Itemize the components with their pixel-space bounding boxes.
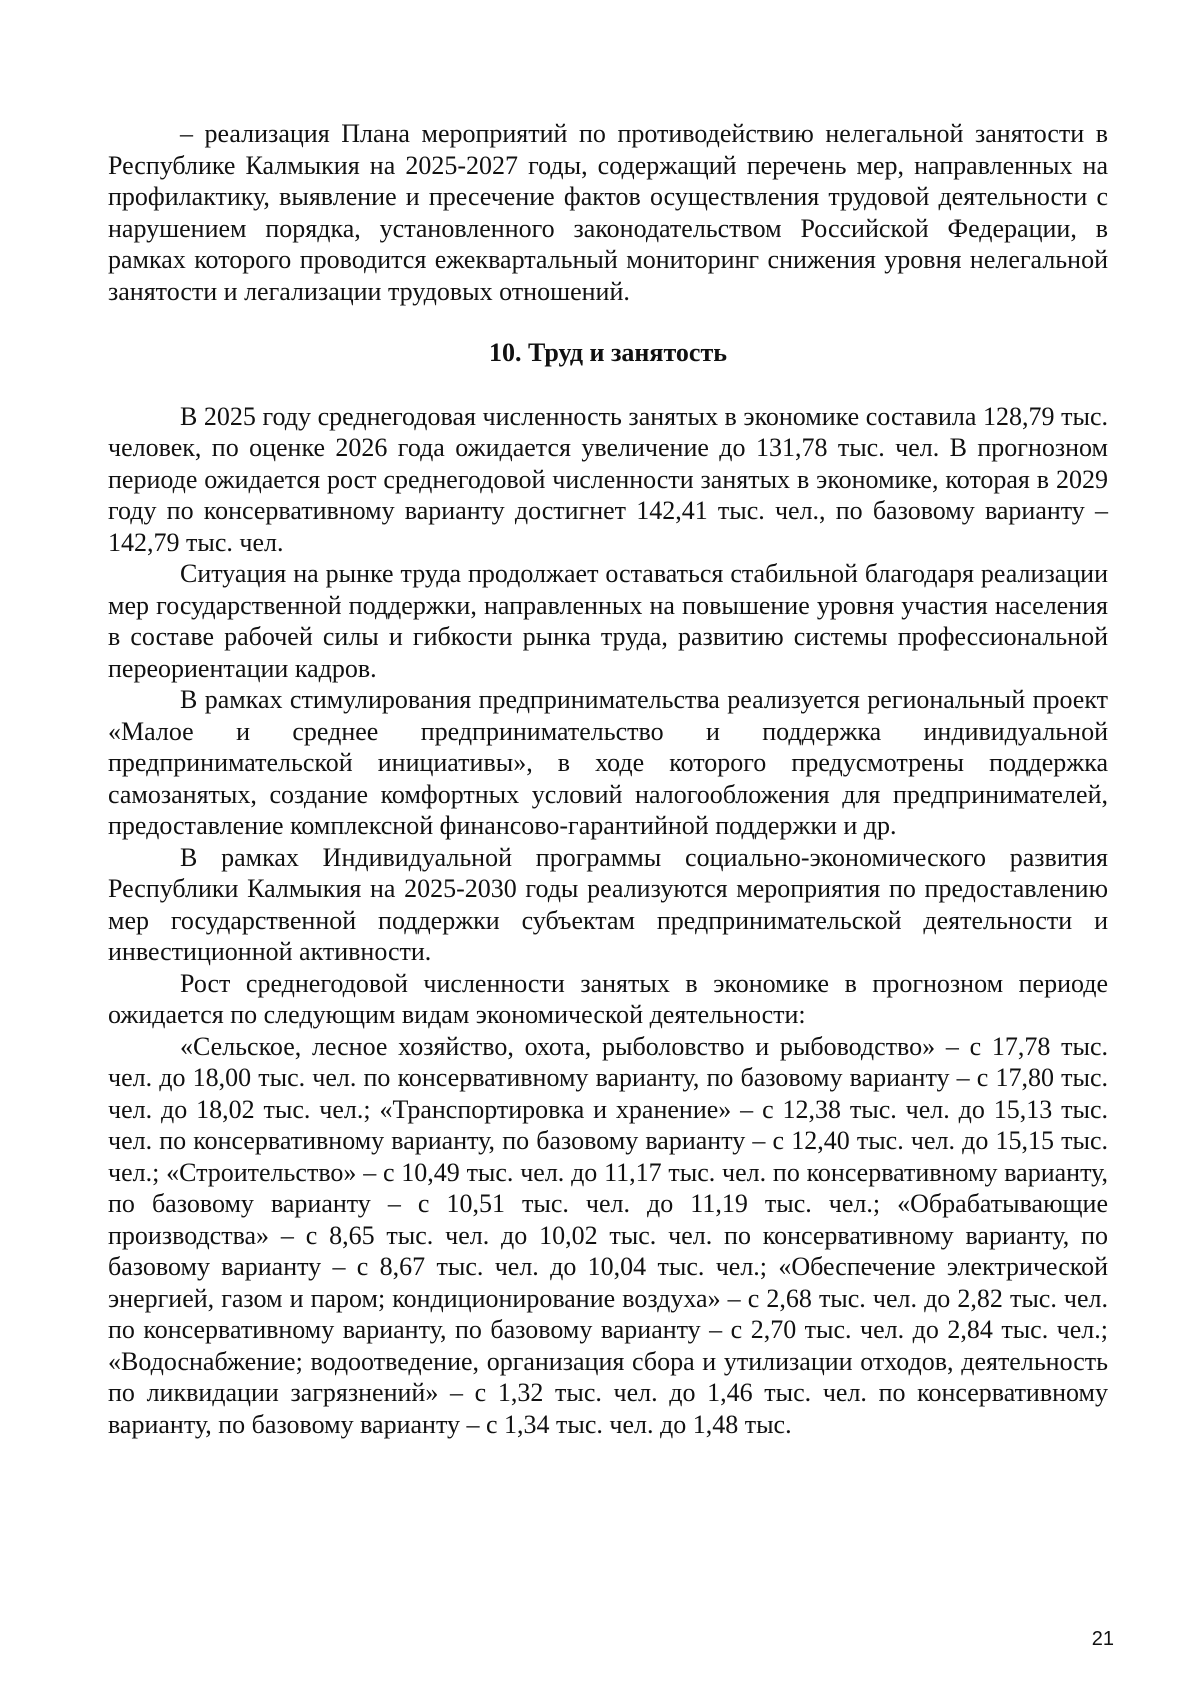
section-heading: 10. Труд и занятость	[489, 338, 727, 367]
intro-paragraph: – реализация Плана мероприятий по противодействию нелегальной занятости в Республике Калмыкия на 2025-2027 годы, содержащий перечень мер, направленных на профилактику, выявление и пресечение фактов осуществления трудовой деятельности с нарушением порядка, установленного законодательством Российской Федерации, в рамках которого проводится ежеквартальный мониторинг снижения уровня нелегальной занятости и легализации трудовых отношений.	[108, 119, 1108, 306]
page-number: 21	[1091, 1628, 1114, 1650]
paragraph-labor-market: Ситуация на рынке труда продолжает оставаться стабильной благодаря реализации мер государственной поддержки, направленных на повышение уровня участия населения в составе рабочей силы и гибкости рынка труда, развитию системы профессиональной переориентации кадров.	[108, 559, 1108, 683]
document-page	[108, 118, 1108, 1440]
paragraph-individual-program: В рамках Индивидуальной программы социально-экономического развития Республики Калмыкия на 2025-2030 годы реализуются мероприятия по предоставлению мер государственной поддержки субъектам предпринимательской деятельности и инвестиционной активности.	[108, 842, 1108, 966]
paragraph-growth-by-sector: «Сельское, лесное хозяйство, охота, рыболовство и рыбоводство» – с 17,78 тыс. чел. до 18,00 тыс. чел. по консервативному варианту, по базовому варианту – с 17,80 тыс. чел. до 18,02 тыс. чел.; «Транспортировка и хранение» – с 12,38 тыс. чел. до 15,13 тыс. чел. по консервативному варианту, по базовому варианту – с 12,40 тыс. чел. до 15,15 тыс. чел.; «Строительство» – с 10,49 тыс. чел. до 11,17 тыс. чел. по консервативному варианту, по базовому варианту – с 10,51 тыс. чел. до 11,19 тыс. чел.; «Обрабатывающие производства» – с 8,65 тыс. чел. до 10,02 тыс. чел. по консервативному варианту, по базовому варианту – с 8,67 тыс. чел. до 10,04 тыс. чел.; «Обеспечение электрической энергией, газом и паром; кондиционирование воздуха» – с 2,68 тыс. чел. до 2,82 тыс. чел. по консервативному варианту, по базовому варианту – с 2,70 тыс. чел. до 2,84 тыс. чел.; «Водоснабжение; водоотведение, организация сбора и утилизации отходов, деятельность по ликвидации загрязнений» – с 1,32 тыс. чел. до 1,46 тыс. чел. по консервативному варианту, по базовому варианту – с 1,34 тыс. чел. до 1,48 тыс.	[108, 1031, 1108, 1439]
paragraph-entrepreneurship-project: В рамках стимулирования предпринимательства реализуется региональный проект «Малое и среднее предпринимательство и поддержка индивидуальной предпринимательской инициативы», в ходе которого предусмотрены поддержка самозанятых, создание комфортных условий налогообложения для предпринимателей, предоставление комплексной финансово-гарантийной поддержки и др.	[108, 685, 1108, 840]
paragraph-employment-total: В 2025 году среднегодовая численность занятых в экономике составила 128,79 тыс. человек, по оценке 2026 года ожидается увеличение до 131,78 тыс. чел. В прогнозном периоде ожидается рост среднегодовой численности занятых в экономике, которая в 2029 году по консервативному варианту достигнет 142,41 тыс. чел., по базовому варианту – 142,79 тыс. чел.	[108, 401, 1108, 557]
paragraph-growth-intro: Рост среднегодовой численности занятых в экономике в прогнозном периоде ожидается по следующим видам экономической деятельности:	[108, 968, 1108, 1029]
